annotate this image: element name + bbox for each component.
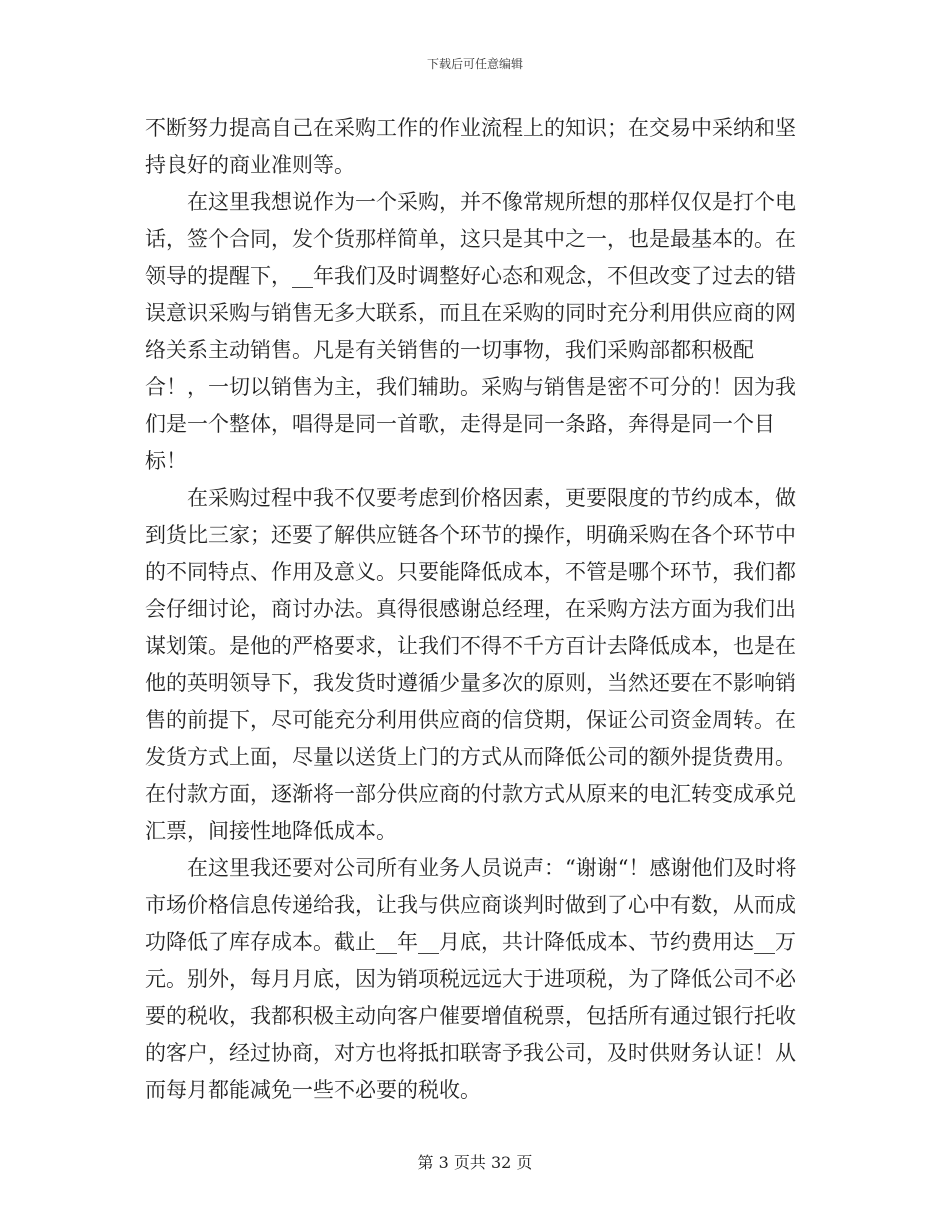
paragraph-1: 不断努力提高自己在采购工作的作业流程上的知识；在交易中采纳和坚持良好的商业准则等。 [145, 116, 796, 177]
page-header: 下载后可任意编辑 [426, 57, 523, 71]
page-number: 第 3 页共 32 页 [417, 1153, 533, 1172]
document-body [145, 110, 805, 1109]
paragraph-2: 在这里我想说作为一个采购，并不像常规所想的那样仅仅是打个电话，签个合同，发个货那样简单，这只是其中之一，也是最基本的。在领导的提醒下，__年我们及时调整好心态和观念，不但改变了过去的错误意识采购与销售无多大联系，而且在采购的同时充分利用供应商的网络关系主动销售。凡是有关销售的一切事物，我们采购部都积极配合！，一切以销售为主，我们辅助。采购与销售是密不可分的！因为我们是一个整体，唱得是同一首歌，走得是同一条路，奔得是同一个目标！ [145, 190, 796, 473]
paragraph-4: 在这里我还要对公司所有业务人员说声：“谢谢“！感谢他们及时将市场价格信息传递给我，让我与供应商谈判时做到了心中有数，从而成功降低了库存成本。截止__年__月底，共计降低成本、节约费用达__万元。别外，每月月底，因为销项税远远大于进项税，为了降低公司不必要的税收，我都积极主动向客户催要增值税票，包括所有通过银行托收的客户，经过协商，对方也将抵扣联寄予我公司，及时供财务认证！从而每月都能减免一些不必要的税收。 [145, 856, 797, 1102]
paragraph-3: 在采购过程中我不仅要考虑到价格因素，更要限度的节约成本，做到货比三家；还要了解供应链各个环节的操作，明确采购在各个环节中的不同特点、作用及意义。只要能降低成本，不管是哪个环节，我们都会仔细讨论，商讨办法。真得很感谢总经理，在采购方法方面为我们出谋划策。是他的严格要求，让我们不得不千方百计去降低成本，也是在他的英明领导下，我发货时遵循少量多次的原则，当然还要在不影响销售的前提下，尽可能充分利用供应商的信贷期，保证公司资金周转。在发货方式上面，尽量以送货上门的方式从而降低公司的额外提货费用。在付款方面，逐渐将一部分供应商的付款方式从原来的电汇转变成承兑汇票，间接性地降低成本。 [145, 486, 796, 843]
